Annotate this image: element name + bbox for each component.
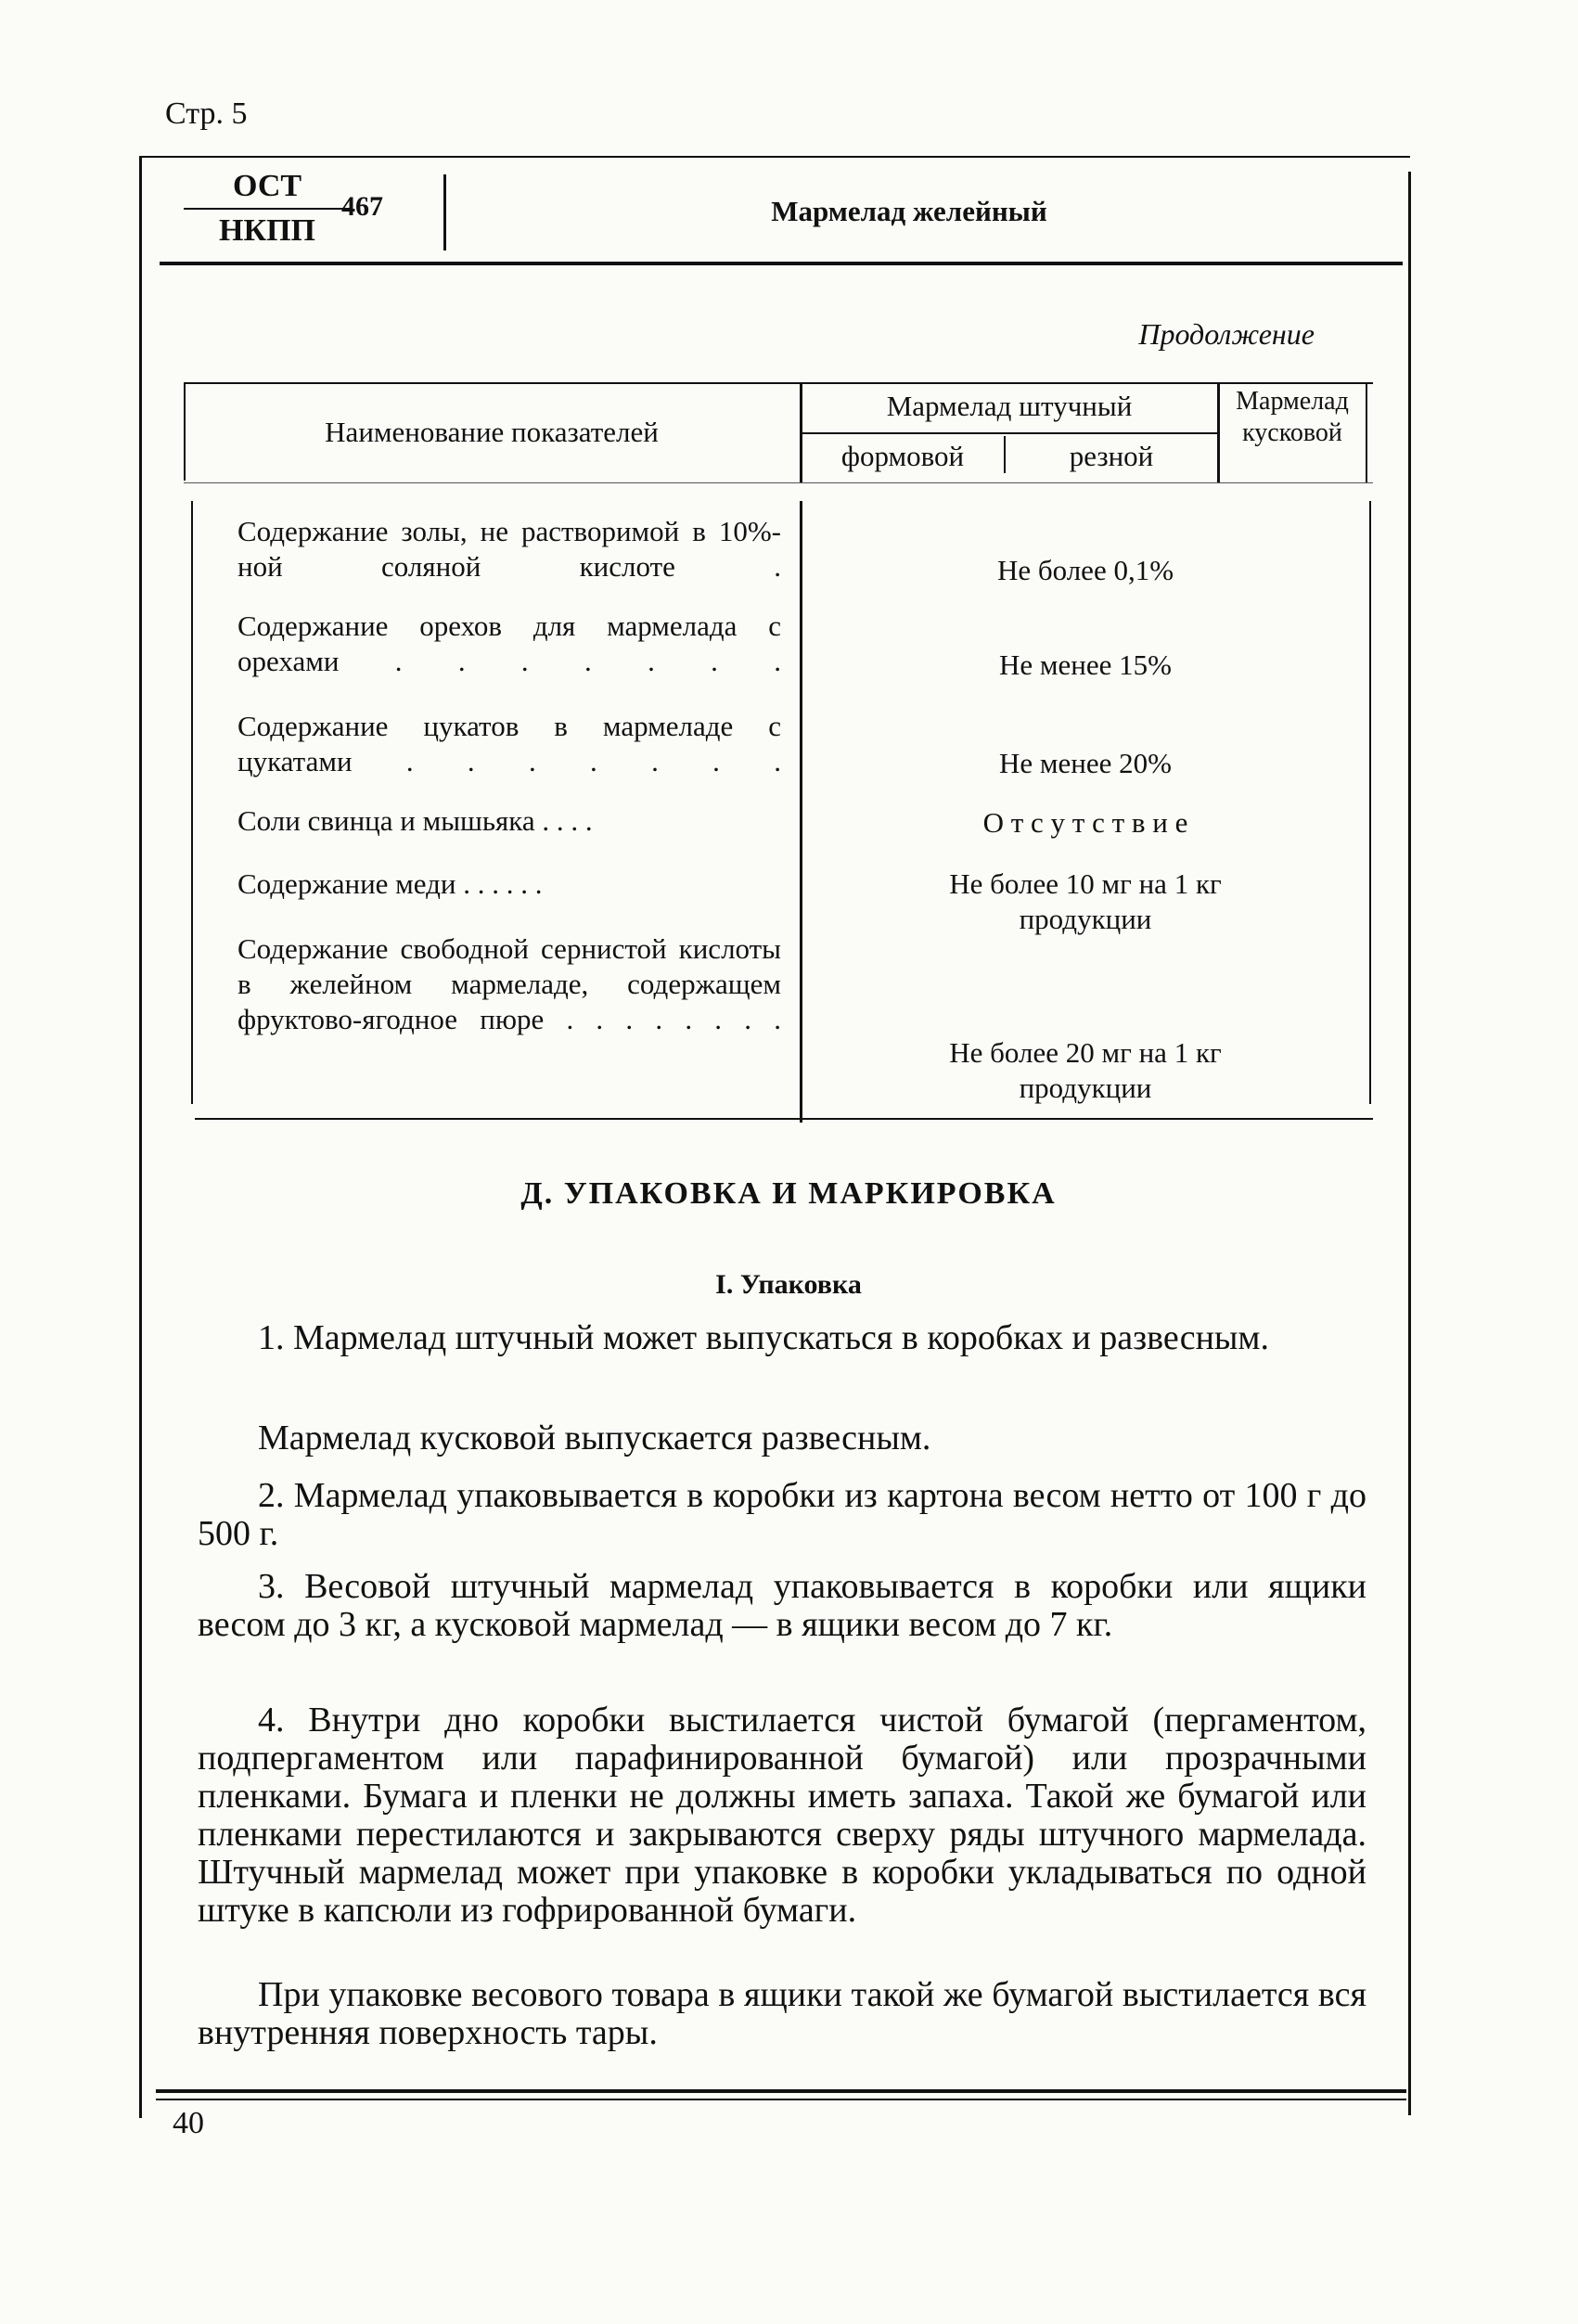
table-body-right-border [1369, 501, 1371, 1104]
paragraph [198, 1701, 1366, 1930]
table-right-border [1366, 382, 1367, 482]
paragraph-text: Мармелад кусковой выпускается развесным. [258, 1419, 931, 1457]
frame-top-line [139, 156, 1410, 158]
page-number: 40 [173, 2106, 204, 2140]
table-row-value: Не более 10 мг на 1 кг продукции [949, 867, 1222, 935]
paragraph [198, 1477, 1366, 1553]
table-top-rule [184, 382, 1373, 384]
table-header-bottom-rule [184, 482, 1373, 483]
footer-rule [156, 2089, 1406, 2093]
col-header-piece: Мармелад штучный [886, 390, 1133, 422]
table-row-value: Не более 20 мг на 1 кг продукции [949, 1036, 1222, 1104]
table-row-name: Соли свинца и мышьяка . . . . [237, 804, 593, 837]
header-bottom-rule [160, 262, 1403, 265]
paragraph [198, 1976, 1366, 2052]
table-bottom-rule [195, 1118, 1373, 1120]
standard-code-bottom: НКПП [219, 213, 315, 248]
paragraph-text: 2. Мармелад упаковывается в коробки из картона весом нетто от 100 г до 500 г. [198, 1476, 1366, 1553]
table-row-name: Содержание меди . . . . . . [237, 867, 543, 900]
col-header-molded: формовой [840, 440, 965, 472]
table-row-value: Не менее 20% [999, 747, 1172, 779]
paragraph-text: 4. Внутри дно коробки выстилается чистой бумагой (пергаментом, подпергаментом или парафинированной бумагой) или прозрачными пленками. Бумага и пленки не должны иметь запаха. Такой же бумагой или пленками перестилаются и закрываются сверху ряды штучного мармелада. Штучный мармелад может при упаковке в коробки укладываться по одной штуке в капсюли из гофрированной бумаги. [198, 1701, 1366, 1930]
table-row-value: Не менее 15% [999, 648, 1172, 681]
standard-code-fraction-line [184, 208, 351, 210]
table-lump-divider [1217, 382, 1220, 482]
table-body-left-border [191, 501, 193, 1104]
table-row-name: Содержание орехов для мармелада с орехами . . . . . . . [237, 610, 781, 677]
header-title: Мармелад желейный [771, 195, 1047, 227]
standard-code-top: ОСТ [232, 169, 302, 203]
standard-code [202, 165, 332, 252]
table-piece-subrule [800, 432, 1217, 434]
subsection-title: I. Упаковка [715, 1269, 862, 1300]
paragraph [198, 1419, 1366, 1457]
table-row-name: Содержание свободной сернистой кислоты в желейном мармеладе, содержащем фруктово-ягодное пюре . . . . . . . . [237, 932, 781, 1035]
table-row-name: Содержание золы, не растворимой в 10%-ной соляной кислоте . [237, 515, 781, 583]
col-header-cut: резной [1069, 440, 1154, 472]
table-row-value: О т с у т с т в и е [982, 806, 1188, 839]
table-row-value: Не более 0,1% [996, 554, 1174, 586]
table-molded-divider [1004, 436, 1006, 473]
paragraph-text: При упаковке весового товара в ящики такой же бумагой выстилается вся внутренняя поверхность тары. [198, 1975, 1366, 2052]
frame-left-border [139, 156, 142, 2118]
col-header-indicator: Наименование показателей [325, 416, 659, 448]
table-left-border [184, 382, 186, 481]
paragraph-text: 1. Мармелад штучный может выпускаться в коробках и развесным. [258, 1318, 1269, 1357]
table-body-col-divider [800, 501, 802, 1123]
standard-number: 467 [341, 191, 383, 222]
table-row-name: Содержание цукатов в мармеладе с цукатами . . . . . . . [237, 710, 781, 777]
frame-right-border [1408, 172, 1411, 2115]
col-header-lump: Мармелад кусковой [1236, 387, 1349, 447]
page-label: Стр. 5 [165, 96, 248, 131]
paragraph [198, 1319, 1366, 1357]
footer-rule-thin [156, 2099, 1406, 2100]
paragraph [198, 1568, 1366, 1644]
paragraph-text: 3. Весовой штучный мармелад упаковывается в коробки или ящики весом до 3 кг, а кусковой мармелад — в ящики весом до 7 кг. [198, 1567, 1366, 1644]
continuation-label: Продолжение [1138, 317, 1315, 351]
section-title: Д. УПАКОВКА И МАРКИРОВКА [520, 1176, 1057, 1211]
